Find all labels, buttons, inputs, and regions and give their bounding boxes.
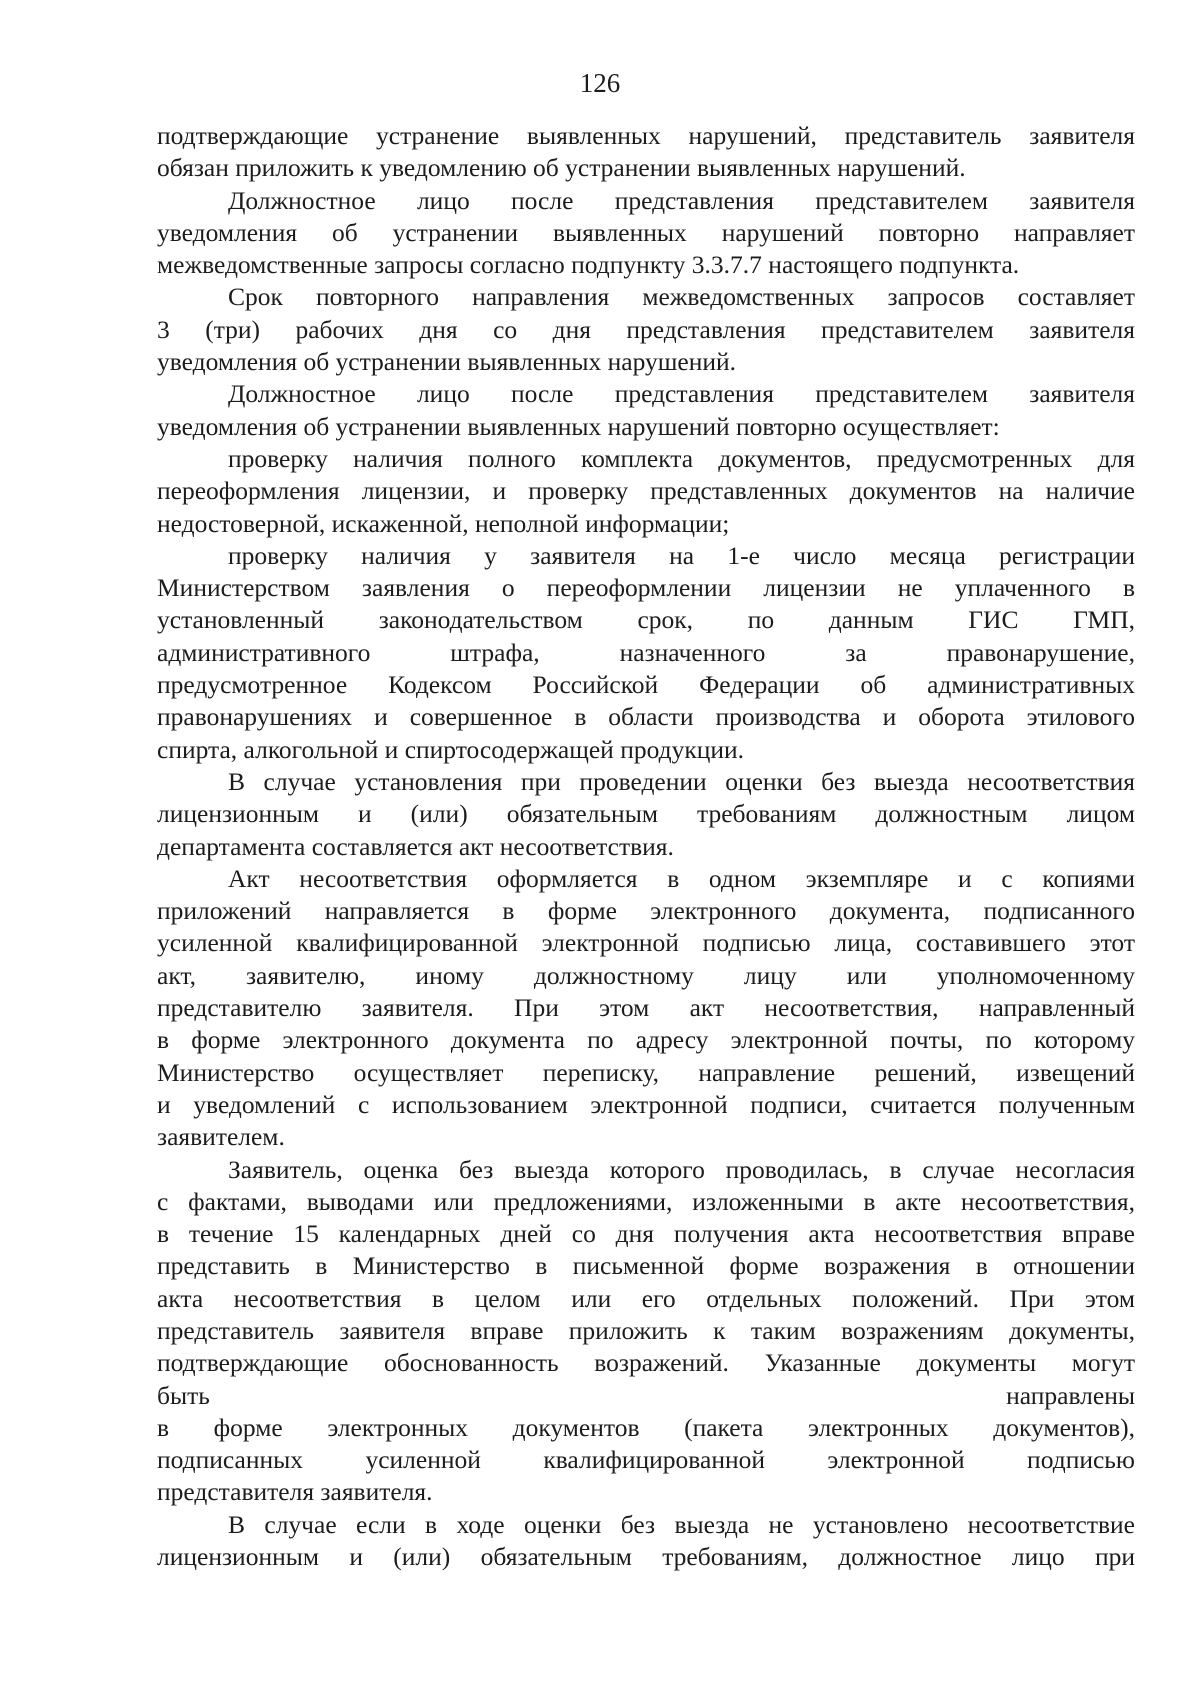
text-line: подтверждающие устранение выявленных нарушений, представитель заявителя — [157, 121, 1135, 150]
text-line: межведомственные запросы согласно подпункту 3.3.7.7 настоящего подпункта. — [157, 250, 1020, 280]
text-line: представить в Министерство в письменной форме возражения в отношении — [157, 1251, 1135, 1281]
text-line: проверку наличия полного комплекта документов, предусмотренных для — [228, 443, 1135, 473]
text-line: Должностное лицо после представления представителем заявителя — [228, 379, 1135, 409]
text-line: представителю заявителя. При этом акт несоответствия, направленный — [157, 993, 1135, 1023]
text-line: подтверждающие обоснованность возражений. Указанные документы могут — [157, 1348, 1135, 1378]
text-line: Министерство осуществляет переписку, направление решений, извещений — [157, 1057, 1135, 1087]
text-line: Акт несоответствия оформляется в одном экземпляре и с копиями — [228, 863, 1135, 893]
text-line: Заявитель, оценка без выезда которого проводилась, в случае несогласия — [228, 1154, 1135, 1184]
text-line: и уведомлений с использованием электронной подписи, считается полученным — [157, 1089, 1135, 1119]
text-line: уведомления об устранении выявленных нарушений. — [157, 347, 737, 377]
text-line: обязан приложить к уведомлению об устранении выявленных нарушений. — [157, 153, 966, 183]
text-line: уведомления об устранении выявленных нарушений повторно осуществляет: — [157, 411, 1000, 441]
text-line: с фактами, выводами или предложениями, изложенными в акте несоответствия, — [157, 1186, 1135, 1216]
text-line: уведомления об устранении выявленных нарушений повторно направляет — [157, 217, 1135, 247]
text-line: переоформления лицензии, и проверку представленных документов на наличие — [157, 476, 1135, 506]
text-line: В случае установления при проведении оценки без выезда несоответствия — [228, 766, 1135, 796]
text-line: в форме электронных документов (пакета электронных документов), — [157, 1412, 1135, 1442]
text-line: Срок повторного направления межведомственных запросов составляет — [228, 282, 1135, 312]
text-line: лицензионным и (или) обязательным требованиям должностным лицом — [157, 799, 1135, 829]
text-line: В случае если в ходе оценки без выезда не установлено несоответствие — [228, 1509, 1135, 1539]
text-line: представителя заявителя. — [157, 1477, 433, 1507]
text-line: спирта, алкогольной и спиртосодержащей продукции. — [157, 734, 745, 764]
text-line: подписанных усиленной квалифицированной электронной подписью — [157, 1445, 1135, 1475]
text-line: установленный законодательством срок, по данным ГИС ГМП, — [157, 605, 1135, 635]
text-line: приложений направляется в форме электронного документа, подписанного — [157, 896, 1135, 926]
text-line: в течение 15 календарных дней со дня получения акта несоответствия вправе — [157, 1219, 1135, 1249]
text-line: департамента составляется акт несоответствия. — [157, 831, 674, 861]
text-line: акта несоответствия в целом или его отдельных положений. При этом — [157, 1283, 1135, 1313]
text-line: 3 (три) рабочих дня со дня представления представителем заявителя — [157, 314, 1135, 344]
text-line: заявителем. — [157, 1122, 285, 1152]
text-line: недостоверной, искаженной, неполной информации; — [157, 508, 730, 538]
text-line: предусмотренное Кодексом Российской Федерации об административных — [157, 670, 1135, 700]
text-line: административного штрафа, назначенного за правонарушение, — [157, 637, 1135, 667]
text-line: быть направлены — [157, 1380, 1135, 1410]
page-number: 126 — [579, 68, 621, 98]
document-body — [157, 120, 1135, 1573]
text-line: лицензионным и (или) обязательным требованиям, должностное лицо при — [157, 1542, 1135, 1572]
text-line: правонарушениях и совершенное в области производства и оборота этилового — [157, 702, 1135, 732]
text-line: проверку наличия у заявителя на 1-е число месяца регистрации — [228, 540, 1135, 570]
text-line: Должностное лицо после представления представителем заявителя — [228, 185, 1135, 215]
text-line: Министерством заявления о переоформлении лицензии не уплаченного в — [157, 573, 1135, 603]
text-line: усиленной квалифицированной электронной подписью лица, составившего этот — [157, 928, 1135, 958]
text-line: представитель заявителя вправе приложить к таким возражениям документы, — [157, 1315, 1135, 1345]
text-line: в форме электронного документа по адресу электронной почты, по которому — [157, 1025, 1135, 1055]
text-line: акт, заявителю, иному должностному лицу или уполномоченному — [157, 960, 1135, 990]
